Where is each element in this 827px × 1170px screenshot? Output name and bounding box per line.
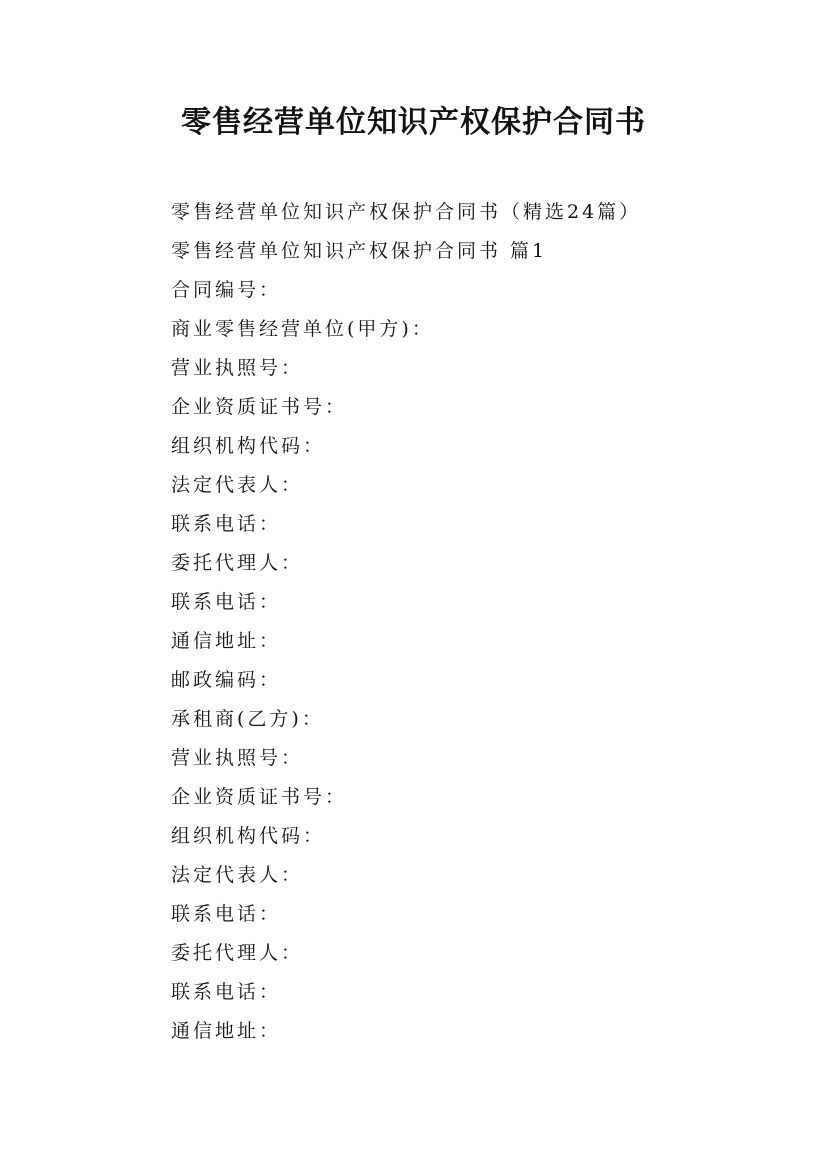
party-b-agent-label: 委托代理人：	[171, 942, 304, 964]
document-body	[171, 193, 731, 1051]
party-b-label: 承租商(乙方)：	[171, 708, 324, 730]
party-b-phone-label: 联系电话：	[171, 903, 282, 925]
party-a-label: 商业零售经营单位(甲方)：	[171, 318, 434, 340]
party-a-license-label: 营业执照号：	[171, 357, 304, 379]
party-b-agent-phone-label: 联系电话：	[171, 981, 282, 1003]
party-a-agent-phone-label: 联系电话：	[171, 591, 282, 613]
party-a-postcode-label: 邮政编码：	[171, 669, 282, 691]
party-a-org-code-label: 组织机构代码：	[171, 435, 326, 457]
party-a-phone-label: 联系电话：	[171, 513, 282, 535]
heading-part-1: 零售经营单位知识产权保护合同书 篇1	[171, 240, 548, 262]
party-b-address-label: 通信地址：	[171, 1020, 282, 1042]
party-b-certificate-label: 企业资质证书号：	[171, 786, 348, 808]
party-a-agent-label: 委托代理人：	[171, 552, 304, 574]
party-b-legal-rep-label: 法定代表人：	[171, 864, 304, 886]
party-a-certificate-label: 企业资质证书号：	[171, 396, 348, 418]
document-title: 零售经营单位知识产权保护合同书	[181, 105, 646, 140]
heading-selection: 零售经营单位知识产权保护合同书（精选24篇）	[171, 201, 642, 223]
contract-number-label: 合同编号：	[171, 279, 282, 301]
party-a-address-label: 通信地址：	[171, 630, 282, 652]
party-b-org-code-label: 组织机构代码：	[171, 825, 326, 847]
party-b-license-label: 营业执照号：	[171, 747, 304, 769]
party-a-legal-rep-label: 法定代表人：	[171, 474, 304, 496]
